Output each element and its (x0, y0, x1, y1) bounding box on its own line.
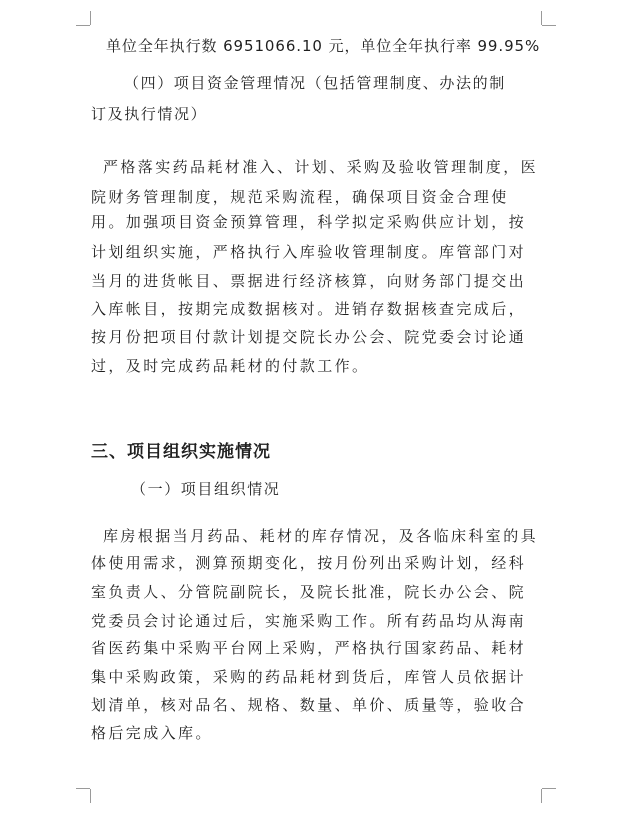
paragraph-line: 室负责人、分管院副院长，及院长批准，院长办公会、院 (91, 583, 527, 601)
paragraph-line: 严格落实药品耗材准入、计划、采购及验收管理制度，医 (103, 158, 539, 176)
paragraph-line: 体使用需求，测算预期变化，按月份列出采购计划，经科 (91, 554, 527, 572)
section-three-heading: 三、项目组织实施情况 (91, 442, 271, 462)
paragraph-line: 入库帐目，按期完成数据核对。进销存数据核查完成后， (91, 300, 527, 318)
subsection-one-heading: （一）项目组织情况 (131, 480, 281, 498)
paragraph-line: 库房根据当月药品、耗材的库存情况，及各临床科室的具 (103, 527, 539, 545)
section-four-heading-line2: 订及执行情况） (91, 105, 208, 123)
paragraph-line: 当月的进货帐目、票据进行经济核算，向财务部门提交出 (91, 272, 527, 290)
paragraph-line: 集中采购政策，采购的药品耗材到货后，库管人员依据计 (91, 668, 527, 686)
execution-rate-line: 单位全年执行数 6951066.10 元，单位全年执行率 99.95% (106, 37, 541, 55)
paragraph-line: 格后完成入库。 (91, 724, 213, 742)
paragraph-line: 省医药集中采购平台网上采购，严格执行国家药品、耗材 (91, 639, 527, 657)
paragraph-line: 用。加强项目资金预算管理，科学拟定采购供应计划，按 (91, 213, 527, 231)
paragraph-line: 计划组织实施，严格执行入库验收管理制度。库管部门对 (91, 243, 527, 261)
paragraph-line: 党委员会讨论通过后，实施采购工作。所有药品均从海南 (91, 612, 527, 630)
paragraph-line: 过，及时完成药品耗材的付款工作。 (91, 357, 370, 375)
section-four-heading-line1: （四）项目资金管理情况（包括管理制度、办法的制 (124, 74, 506, 92)
paragraph-line: 院财务管理制度，规范采购流程，确保项目资金合理使 (91, 188, 509, 206)
paragraph-line: 按月份把项目付款计划提交院长办公会、院党委会讨论通 (91, 328, 527, 346)
paragraph-line: 划清单，核对品名、规格、数量、单价、质量等，验收合 (91, 696, 527, 714)
